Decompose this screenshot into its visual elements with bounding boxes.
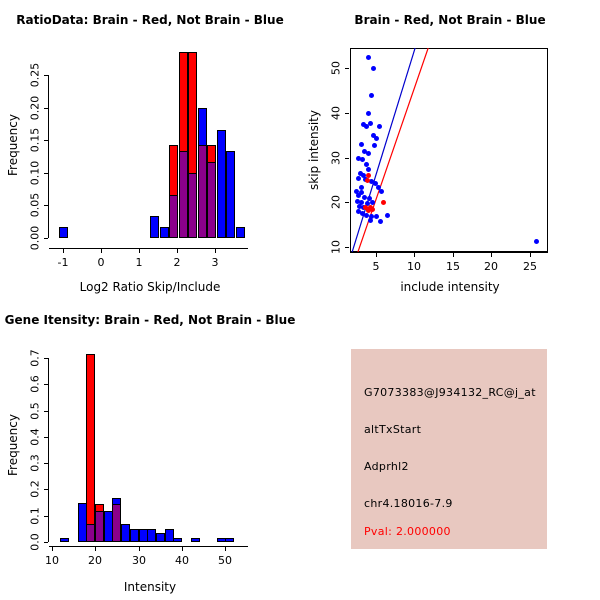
scatter-point-not-brain — [366, 167, 371, 172]
x-axis-tick — [215, 249, 216, 253]
scatter-point-not-brain — [369, 93, 374, 98]
x-axis-tick — [453, 253, 454, 257]
y-axis-tick — [345, 202, 349, 203]
pval-text: Pval: 2.000000 — [364, 525, 451, 538]
scatter-point-not-brain — [378, 219, 383, 224]
x-tick-label: 20 — [88, 554, 102, 567]
scatter-point-brain — [365, 178, 370, 183]
y-tick-label: 0.1 — [28, 507, 42, 525]
panel-gene-info — [300, 300, 600, 600]
x-tick-label: 3 — [211, 256, 219, 269]
y-tick-label: 0.4 — [28, 428, 42, 446]
x-axis-label: include intensity — [400, 280, 500, 294]
y-tick-label: 0.05 — [28, 192, 42, 218]
location-text: chr4.18016-7.9 — [364, 497, 453, 510]
hist-bar-not-brain — [217, 130, 226, 238]
scatter-point-not-brain — [359, 142, 364, 147]
scatter-point-brain — [370, 207, 375, 212]
hist-bar-not-brain — [225, 538, 234, 542]
y-axis-tick — [345, 247, 349, 248]
scatter-point-not-brain — [356, 193, 361, 198]
y-axis-label: Frequency — [6, 114, 20, 176]
y-tick-label: 0.3 — [28, 454, 42, 472]
y-axis-tick — [44, 542, 48, 543]
x-tick-label: -1 — [57, 256, 69, 269]
x-tick-label: 30 — [132, 554, 146, 567]
y-tick-label: 40 — [329, 106, 343, 120]
x-tick-label: 25 — [523, 260, 537, 273]
x-tick-label: 50 — [218, 554, 232, 567]
scatter-point-not-brain — [371, 66, 376, 71]
x-axis-label: Intensity — [123, 580, 177, 594]
x-tick-label: 0 — [97, 256, 105, 269]
x-tick-label: 5 — [372, 260, 380, 273]
x-axis-tick — [95, 547, 96, 551]
hist-bar-not-brain — [130, 529, 139, 542]
y-axis-tick — [345, 158, 349, 159]
y-axis-tick — [44, 238, 48, 239]
hist-bar-overlap — [112, 504, 121, 542]
x-axis-tick — [139, 547, 140, 551]
scatter-point-not-brain — [385, 213, 390, 218]
event-type-text: altTxStart — [364, 423, 422, 436]
x-tick-label: 40 — [175, 554, 189, 567]
scatter-point-not-brain — [366, 151, 371, 156]
y-tick-label: 10 — [329, 240, 343, 254]
y-axis-line — [48, 75, 49, 238]
scatter-point-not-brain — [356, 176, 361, 181]
y-tick-label: 0.0 — [28, 533, 42, 551]
scatter-point-not-brain — [366, 55, 371, 60]
scatter-point-not-brain — [360, 157, 365, 162]
probe-id-text: G7073383@J934132_RC@j_at — [364, 386, 536, 399]
y-tick-label: 0.2 — [28, 480, 42, 498]
scatter-point-not-brain — [534, 239, 539, 244]
scatter-point-not-brain — [379, 189, 384, 194]
y-tick-label: 0.20 — [28, 95, 42, 121]
gene-name-text: Adprhl2 — [364, 460, 409, 473]
x-axis-tick — [63, 249, 64, 253]
y-axis-line — [48, 358, 49, 542]
hist-bar-overlap — [179, 151, 188, 238]
info-box — [351, 349, 547, 549]
x-axis-line — [49, 546, 248, 547]
y-tick-label: 0.5 — [28, 402, 42, 420]
x-tick-label: 10 — [407, 260, 421, 273]
x-axis-tick — [101, 249, 102, 253]
hist-bar-not-brain — [59, 227, 68, 238]
scatter-point-not-brain — [366, 111, 371, 116]
scatter-point-not-brain — [377, 124, 382, 129]
x-axis-line — [49, 248, 248, 249]
x-axis-tick — [52, 547, 53, 551]
x-axis-line — [350, 252, 548, 253]
y-tick-label: 0.7 — [28, 349, 42, 367]
x-axis-tick — [177, 249, 178, 253]
x-axis-tick — [225, 547, 226, 551]
panel-intensity-scatter — [300, 0, 600, 300]
hist-bar-not-brain — [147, 529, 156, 542]
x-tick-label: 1 — [135, 256, 143, 269]
x-tick-label: 2 — [173, 256, 181, 269]
scatter-point-not-brain — [368, 218, 373, 223]
x-axis-tick — [414, 253, 415, 257]
hist-bar-not-brain — [191, 538, 200, 542]
x-axis-tick — [376, 253, 377, 257]
x-tick-label: 15 — [446, 260, 460, 273]
hist-bar-overlap — [198, 145, 207, 238]
y-tick-label: 20 — [329, 195, 343, 209]
scatter-point-brain — [381, 200, 386, 205]
hist-bar-overlap — [169, 195, 178, 238]
panel-ratio-histogram — [0, 0, 300, 300]
hist-bar-brain — [86, 354, 95, 542]
hist-bar-not-brain — [160, 227, 169, 238]
y-axis-label: Frequency — [6, 414, 20, 476]
x-axis-tick — [530, 253, 531, 257]
hist-bar-not-brain — [121, 524, 130, 542]
hist-bar-not-brain — [150, 216, 159, 238]
hist-bar-overlap — [95, 511, 104, 542]
y-tick-label: 0.6 — [28, 375, 42, 393]
y-tick-label: 0.25 — [28, 62, 42, 88]
y-axis-label: skip intensity — [307, 110, 321, 190]
hist-bar-not-brain — [173, 538, 182, 542]
hist-bar-not-brain — [226, 151, 235, 238]
hist-bar-overlap — [207, 162, 216, 238]
x-axis-label: Log2 Ratio Skip/Include — [79, 280, 221, 294]
panel-gene-intensity-histogram — [0, 300, 300, 600]
x-axis-tick — [139, 249, 140, 253]
hist-bar-overlap — [188, 173, 197, 238]
hist-bar-not-brain — [156, 533, 165, 542]
chart-title: Gene Itensity: Brain - Red, Not Brain - Blue — [4, 313, 296, 327]
hist-bar-overlap — [86, 524, 95, 542]
hist-bar-not-brain — [60, 538, 69, 542]
y-tick-label: 0.15 — [28, 127, 42, 153]
x-tick-label: 10 — [45, 554, 59, 567]
hist-bar-not-brain — [236, 227, 245, 238]
x-axis-tick — [491, 253, 492, 257]
y-axis-tick — [345, 113, 349, 114]
y-tick-label: 30 — [329, 151, 343, 165]
y-tick-label: 50 — [329, 61, 343, 75]
scatter-point-not-brain — [372, 143, 377, 148]
y-tick-label: 0.10 — [28, 160, 42, 186]
chart-title: RatioData: Brain - Red, Not Brain - Blue — [16, 13, 284, 27]
chart-title: Brain - Red, Not Brain - Blue — [354, 13, 546, 27]
y-tick-label: 0.00 — [28, 225, 42, 251]
scatter-point-not-brain — [368, 121, 373, 126]
scatter-point-not-brain — [374, 214, 379, 219]
y-axis-tick — [345, 68, 349, 69]
x-axis-tick — [182, 547, 183, 551]
x-tick-label: 20 — [484, 260, 498, 273]
scatter-point-not-brain — [374, 136, 379, 141]
